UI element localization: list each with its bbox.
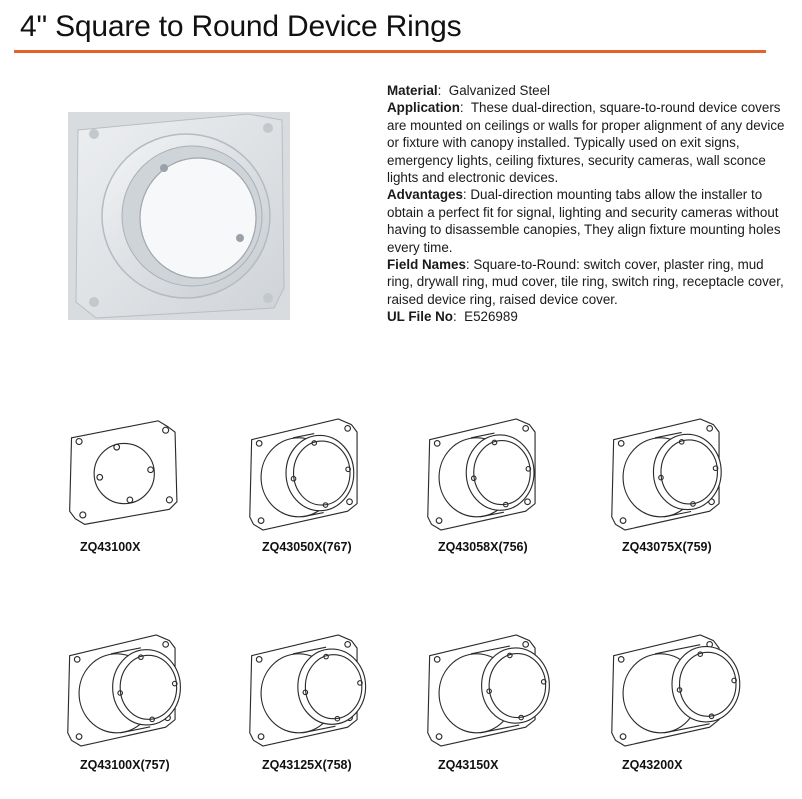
product-description <box>387 82 787 326</box>
ul-label: UL File No <box>387 309 453 325</box>
product-model-label: ZQ43200X <box>622 758 683 772</box>
material-label: Material <box>387 83 438 98</box>
field-names-value: Square-to-Round: switch cover, plaster ring, mud ring, drywall ring, mud cover, tile ring, switch ring, receptacle cover, raised device ring, raised device cover. <box>387 257 784 307</box>
raised-ring-drawing <box>608 612 768 752</box>
ul-value: E526989 <box>464 309 518 325</box>
page-title: 4" Square to Round Device Rings <box>20 10 462 43</box>
product-model-label: ZQ43100X <box>80 540 141 554</box>
material-value: Galvanized Steel <box>448 83 551 98</box>
title-divider <box>14 50 766 53</box>
product-card <box>246 612 416 752</box>
product-card <box>424 396 594 536</box>
ul-sep: : <box>452 309 457 325</box>
product-model-label: ZQ43125X(758) <box>262 758 352 772</box>
product-card <box>246 396 416 536</box>
application-value: These dual-direction, square-to-round device covers are mounted on ceilings or walls for proper alignment of any device or fixture with canopy installed. Typically used on exit signs, emergency lights, ceiling fixtures, security cameras, wall sconce lights and electronic devices. <box>387 100 785 186</box>
raised-ring-drawing <box>424 396 584 536</box>
raised-ring-drawing <box>608 396 768 536</box>
product-model-label: ZQ43150X <box>438 758 499 772</box>
product-model-label: ZQ43100X(757) <box>80 758 170 772</box>
ul-line <box>387 308 787 325</box>
raised-ring-drawing <box>246 612 406 752</box>
advantages-value: Dual-direction mounting tabs allow the installer to obtain a perfect fit for signal, lighting and security cameras without having to disassemble canopies, They align fixture mounting holes every time. <box>387 187 781 255</box>
product-card <box>64 396 234 536</box>
material-line <box>387 82 787 99</box>
product-model-label: ZQ43058X(756) <box>438 540 528 554</box>
product-card <box>608 396 778 536</box>
material-sep: : <box>437 83 442 98</box>
application-line <box>387 99 787 186</box>
application-label: Application <box>387 100 460 116</box>
field-names-sep: : <box>465 257 470 273</box>
product-model-label: ZQ43075X(759) <box>622 540 712 554</box>
product-card <box>424 612 594 752</box>
field-names-label: Field Names <box>387 257 466 273</box>
application-sep: : <box>459 100 464 116</box>
advantages-sep: : <box>462 187 467 203</box>
product-photo <box>68 112 290 320</box>
product-model-label: ZQ43050X(767) <box>262 540 352 554</box>
raised-ring-drawing <box>64 612 224 752</box>
advantages-line <box>387 186 787 256</box>
product-card <box>608 612 778 752</box>
raised-ring-drawing <box>246 396 406 536</box>
flat-ring-drawing <box>64 396 224 536</box>
raised-ring-drawing <box>424 612 584 752</box>
advantages-label: Advantages <box>387 187 463 203</box>
product-card <box>64 612 234 752</box>
field-names-line <box>387 256 787 308</box>
